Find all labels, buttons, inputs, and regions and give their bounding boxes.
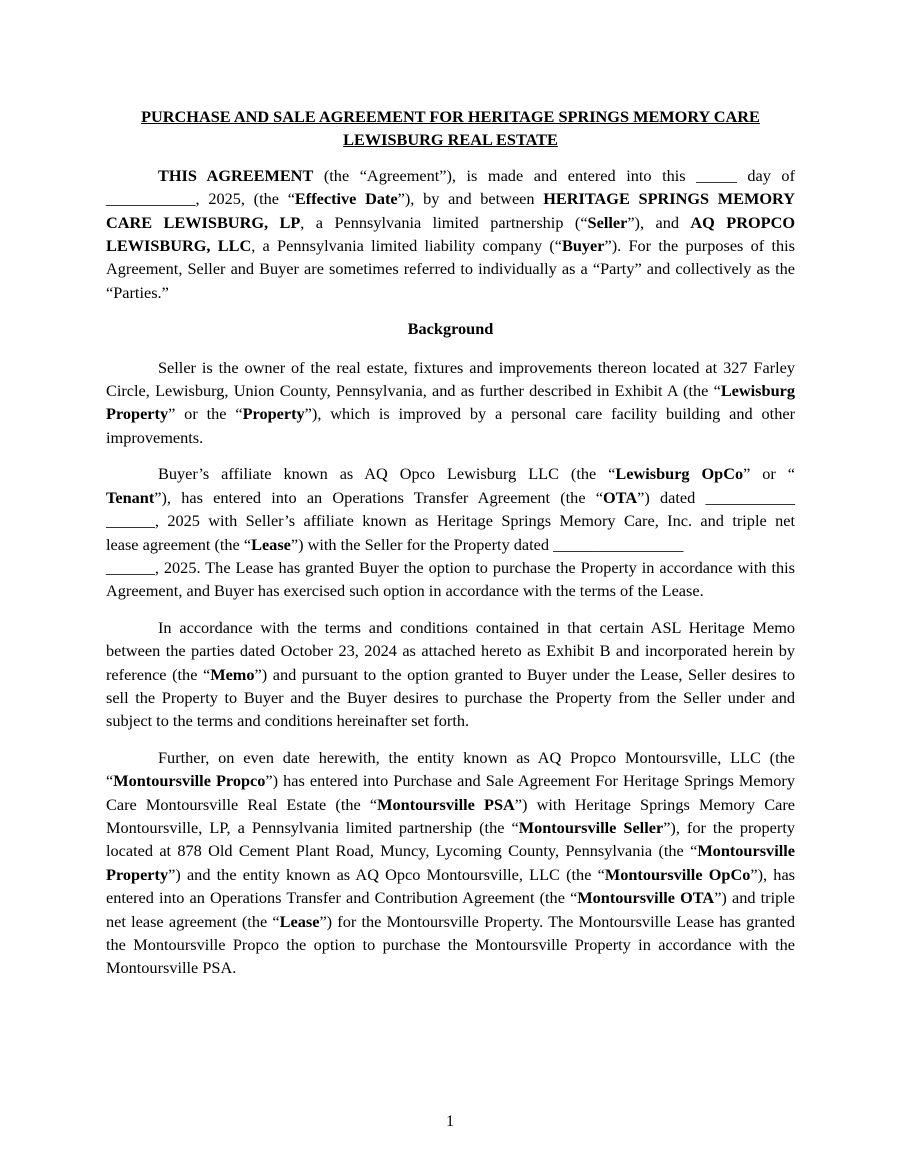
p4-text-8: ”) for the Montoursville Property. The Montoursville Lease has granted the Montoursville Propco the option to purchase the Montoursville Property in accordance with the Montoursville PSA. [106,911,796,978]
p4-text-2: ”) has entered into Purchase and Sale Agreement For Heritage Springs Memory Care Montoursville Real Estate (the “ [106,771,795,814]
defined-term-montoursville-property: Montoursville Property [106,841,795,884]
intro-text-2: ”), by and between [397,189,544,209]
p2-text-6: lease agreement (the “ [106,534,252,554]
background-heading: Background [407,319,494,339]
p1-text-1: Seller is the owner of the real estate, fixtures and improvements thereon located at 327 Farley Circle, Lewisburg, Union County, Pennsylvania, and as further described in Exhibit A (the “ [106,357,795,401]
p2-tail: ______, 2025. The Lease has granted Buyer the option to purchase the Property in accordance with this Agreement, and Buyer has exercised such option in accordance with the terms of the Lease. [106,557,795,601]
defined-term-tenant: Tenant [106,487,155,507]
defined-term-effective-date: Effective Date [294,189,398,209]
defined-term-montoursville-lease: Lease [279,911,320,931]
buyer-name: AQ PROPCO LEWISBURG, LLC [106,212,795,256]
background-paragraph-2 [106,462,795,602]
title-line-1: PURCHASE AND SALE AGREEMENT FOR HERITAGE SPRINGS MEMORY CARE [141,107,760,126]
defined-term-montoursville-ota: Montoursville OTA [577,888,715,908]
p2-text-2: ” or “ [743,464,795,484]
p3-text-1: In accordance with the terms and conditions contained in that certain ASL Heritage Memo between the parties dated October 23, 2024 as attached hereto as Exhibit B and incorporated herein by reference (the “ [106,617,795,684]
defined-term-lewisburg-opco: Lewisburg OpCo [615,464,744,484]
defined-term-lewisburg-property: Lewisburg Property [106,381,795,424]
defined-term-lease: Lease [251,534,291,554]
defined-term-memo: Memo [210,664,255,684]
defined-term-ota: OTA [603,487,638,507]
title-line-2: LEWISBURG REAL ESTATE [343,130,558,150]
intro-paragraph [106,164,795,304]
p4-text-5: ”) and the entity known as AQ Opco Montoursville, LLC (the “ [168,864,605,884]
p2-line-3: ______, 2025 with Seller’s affiliate known as Heritage Springs Memory Care, Inc. and triple net [106,511,795,531]
p2-text-7: ”) with the Seller for the Property dated ________________ [290,534,684,554]
background-paragraph-1 [106,356,795,450]
intro-text-1: (the “Agreement”), is made and entered into this _____ day of ___________, 2025, (the “ [106,165,795,209]
p4-text-7: ”) and triple net lease agreement (the “ [106,888,796,931]
defined-term-seller: Seller [587,212,628,232]
intro-lead: THIS AGREEMENT [158,165,314,185]
document-page [106,105,795,993]
defined-term-montoursville-opco: Montoursville OpCo [604,864,751,884]
p2-text-1: Buyer’s affiliate known as AQ Opco Lewisburg LLC (the “ [158,464,616,484]
intro-text-6: ”). For the purposes of this Agreement, Seller and Buyer are sometimes referred to individually as a “Party” and collectively as the “Parties.” [106,236,795,302]
p2-line-4 [106,533,795,556]
defined-term-montoursville-propco: Montoursville Propco [113,771,266,791]
p2-text-4: ”) dated ___________ [637,487,795,507]
agreement-title [106,105,795,152]
p1-text-2: ” or the “ [168,404,243,424]
page-number: 1 [446,1113,454,1130]
defined-term-property: Property [242,404,305,424]
intro-text-4: ”), and [627,212,691,232]
p1-text-3: ”), which is improved by a personal care facility building and other improvements. [106,404,795,447]
background-paragraph-3 [106,616,795,733]
defined-term-montoursville-psa: Montoursville PSA [377,794,515,814]
defined-term-montoursville-seller: Montoursville Seller [518,817,664,837]
p4-text-3: ”) with Heritage Springs Memory Care Montoursville, LP, a Pennsylvania limited partnership (the “ [106,794,795,837]
p3-text-2: ”) and pursuant to the option granted to Buyer under the Lease, Seller desires to sell the Property to Buyer and the Buyer desires to purchase the Property from the Seller under and subject to the terms and conditions hereinafter set forth. [106,664,795,731]
intro-text-3: , a Pennsylvania limited partnership (“ [300,212,588,232]
background-paragraph-4 [106,746,795,980]
p4-text-6: ”), has entered into an Operations Transfer and Contribution Agreement (the “ [106,864,796,908]
p4-text-4: ”), for the property located at 878 Old Cement Plant Road, Muncy, Lycoming County, Pennsylvania (the “ [106,817,795,861]
intro-text-5: , a Pennsylvania limited liability company (“ [251,236,562,256]
seller-name: HERITAGE SPRINGS MEMORY CARE LEWISBURG, LP [106,189,795,232]
p4-text-1: Further, on even date herewith, the entity known as AQ Propco Montoursville, LLC (the “ [106,747,795,791]
p2-line-2 [106,486,795,509]
p2-text-3: ”), has entered into an Operations Transfer Agreement (the “ [154,487,604,507]
defined-term-buyer: Buyer [562,236,605,256]
p2-line-1 [106,462,795,485]
